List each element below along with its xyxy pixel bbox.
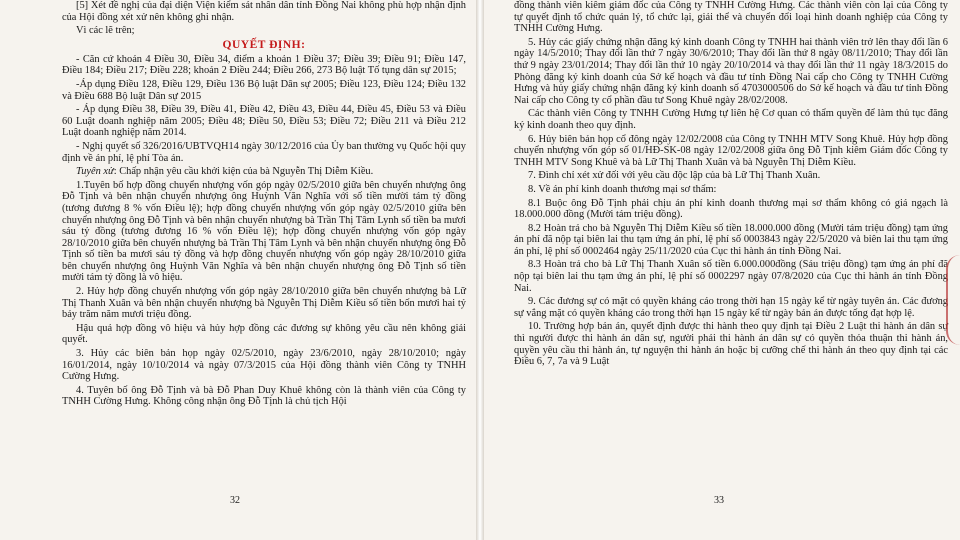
right-page	[484, 0, 960, 540]
tuyen-xu-rest: : Chấp nhận yêu cầu khởi kiện của bà Nguyễn Thị Diễm Kiều.	[113, 166, 374, 178]
ruling-note: Hậu quả hợp đồng vô hiệu và hủy hợp đồng các đương sự không yêu cầu nên không giải quyết.	[62, 322, 466, 346]
left-page	[0, 0, 476, 540]
page-number-right: 33	[714, 495, 724, 506]
ruling-note: Các thành viên Công ty TNHH Cường Hưng tự liên hệ Cơ quan có thẩm quyền để làm thủ tục đăng ký kinh doanh theo quy định.	[514, 108, 948, 131]
ruling-item-9: 9. Các đương sự có mặt có quyền kháng cáo trong thời hạn 15 ngày kể từ ngày tuyên án. Các đương sự vắng mặt có quyền kháng cáo trong thời hạn 15 ngày kể từ ngày bản án được tống đạt hợp lệ.	[514, 296, 948, 319]
ruling-item-10: 10. Trường hợp bản án, quyết định được thi hành theo quy định tại Điều 2 Luật thi hành án dân sự thì người được thi hành án dân sự, người phải thi hành án dân sự có quyền thỏa thuận thi hành án, quyền yêu cầu thi hành án, tự nguyện thi hành án hoặc bị cưỡng chế thi hành án theo quy định tại các Điều 6, 7, 7a và 9 Luật	[514, 321, 948, 368]
legal-basis-item: - Áp dụng Điều 38, Điều 39, Điều 41, Điều 42, Điều 43, Điều 44, Điều 45, Điều 53 và Điều 60 Luật doanh nghiệp năm 2005; Điều 48; Điều 50, Điều 53; Điều 72; Điều 211 và Điều 212 Luật doanh nghiệp năm 2014.	[62, 104, 466, 139]
ruling-item-4: 4. Tuyên bố ông Đỗ Tịnh và bà Đỗ Phan Duy Khuê không còn là thành viên của Công ty TNHH Cường Hưng. Không công nhận ông Đỗ Tịnh là chủ tịch Hội	[62, 384, 466, 408]
ruling-item-1: 1.Tuyên bố hợp đồng chuyển nhượng vốn góp ngày 02/5/2010 giữa bên chuyển nhượng ông Đỗ Tịnh và bên nhận chuyển nhượng ông Huỳnh Văn Nghĩa với số tiền mười tám tỷ đồng (tương đương 8 % vốn Điều lệ); hợp đồng chuyển nhượng vốn góp ngày 02/5/2010 giữa bên chuyển nhượng ông Đỗ Tịnh và bên nhận chuyển nhượng bà Trần Thị Tâm Lynh số tiền ba mươi sáu tỷ đồng (tương đương 16 % vốn Điều lệ); hợp đồng chuyển nhượng vốn góp ngày 28/10/2010 giữa bên chuyển nhượng bà Trần Thị Tâm Lynh và bên nhận chuyển nhượng ông Đỗ Tịnh số tiền ba mươi sáu tỷ đồng và hợp đồng chuyển nhượng vốn góp ngày 28/10/2010 giữa bên chuyển nhượng ông Huỳnh Văn Nghĩa và bên nhận chuyển nhượng ông Đỗ Tịnh số tiền mười tám tỷ đồng là vô hiệu.	[62, 179, 466, 284]
ruling-item-3: 3. Hủy các biên bản họp ngày 02/5/2010, ngày 23/6/2010, ngày 28/10/2010; ngày 16/01/2014, ngày 10/10/2014 và ngày 07/3/2015 của Hội đồng thành viên Công ty TNHH Cường Hưng.	[62, 348, 466, 383]
decision-heading: QUYẾT ĐỊNH:	[222, 38, 306, 51]
paragraph-continued: đồng thành viên kiêm giám đốc của Công ty TNHH Cường Hưng. Các thành viên còn lại của Công ty tự quyết định tổ chức quản lý, tổ chức lại, giải thể và chuyển đổi loại hình doanh nghiệp của Công ty TNHH Cường Hưng.	[514, 0, 948, 35]
legal-basis-item: -Áp dụng Điều 128, Điều 129, Điều 136 Bộ luật Dân sự 2005; Điều 123, Điều 124; Điều 132 và Điều 688 Bộ luật Dân sự 2015	[62, 78, 466, 102]
seal-stamp-edge	[946, 255, 960, 345]
legal-basis-item: - Căn cứ khoản 4 Điều 30, Điều 34, điểm a khoản 1 Điều 37; Điều 39; Điều 91; Điều 147, Điều 184; Điều 217; Điều 228; khoản 2 Điều 244; Điều 266, 273 Bộ luật Tố tụng dân sự 2015;	[62, 53, 466, 77]
ruling-item-8-2: 8.2 Hoàn trả cho bà Nguyễn Thị Diễm Kiều số tiền 18.000.000 đồng (Mười tám triệu đồng) tạm ứng án phí đã nộp tại biên lai thu tạm ứng án phí, lệ phí số 0003843 ngày 22/5/2020 và biên lai thu tạm ứng án phí, lệ phí số 0002464 ngày 25/11/2020 của Cục thi hành án tỉnh Đồng Nai.	[514, 222, 948, 257]
tuyen-xu-paragraph	[62, 166, 466, 178]
tuyen-xu-lead: Tuyên xử	[76, 166, 114, 178]
ruling-item-8: 8. Về án phí kinh doanh thương mại sơ thẩm:	[528, 183, 717, 195]
page-number-left: 32	[230, 495, 240, 506]
ruling-item-5: 5. Hủy các giấy chứng nhận đăng ký kinh doanh Công ty TNHH hai thành viên trở lên thay đổi lần 6 ngày 14/5/2010; Thay đổi lần thứ 7 ngày 30/6/2010; Thay đổi lần thứ 8 ngày 08/11/2010; Thay đổi lần thứ 9 ngày 23/01/2014; Thay đổi lần thứ 10 ngày 20/10/2014 và thay đổi lần thứ 11 ngày 18/3/2015 do Phòng đăng ký kinh doanh của Sở kế hoạch và đầu tư tỉnh Đồng Nai cấp cho Công ty TNHH Cường Hưng và hủy giấy chứng nhận đăng ký kinh doanh số 4703000506 do Sở kế hoạch và đầu tư tỉnh Đồng Nai cấp cho Công ty cổ phần đầu tư Song Khuê ngày 28/02/2008.	[514, 36, 948, 106]
paragraph-vi-cac-le: Vì các lẽ trên;	[76, 25, 135, 37]
ruling-item-2: 2. Hủy hợp đồng chuyển nhượng vốn góp ngày 28/10/2010 giữa bên chuyển nhượng bà Lữ Thị Thanh Xuân và bên nhận chuyển nhượng bà Nguyễn Thị Diễm Kiều số tiền bốn mươi hai tỷ bảy trăm năm mươi triệu đồng.	[62, 286, 466, 321]
paragraph-5: [5] Xét đề nghị của đại diện Viện kiểm sát nhân dân tỉnh Đồng Nai không phù hợp nhận định của Hội đồng xét xử nên không ghi nhận.	[62, 0, 466, 23]
ruling-item-8-3: 8.3 Hoàn trả cho bà Lữ Thị Thanh Xuân số tiền 6.000.000đồng (Sáu triệu đồng) tạm ứng án phí đã nộp tại biên lai thu tạm ứng án phí, lệ phí số 0002297 ngày 07/8/2020 của Cục thi hành án tỉnh Đồng Nai.	[514, 259, 948, 294]
ruling-item-6: 6. Hủy biên bản họp cổ đông ngày 12/02/2008 của Công ty TNHH MTV Song Khuê. Hủy hợp đồng chuyển nhượng vốn góp số 01/HĐ-SK-08 ngày 12/02/2008 giữa ông Đỗ Tịnh kiêm Giám đốc Công ty TNHH MTV Song Khuê và bà Lữ Thị Thanh Xuân và bà Nguyễn Thị Diễm Kiều.	[514, 133, 948, 168]
ruling-item-7: 7. Đình chỉ xét xử đối với yêu cầu độc lập của bà Lữ Thị Thanh Xuân.	[528, 170, 821, 182]
legal-basis-item: - Nghị quyết số 326/2016/UBTVQH14 ngày 30/12/2016 của Ủy ban thường vụ Quốc hội quy định về án phí, lệ phí Tòa án.	[62, 140, 466, 164]
book-gutter	[476, 0, 484, 540]
ruling-item-8-1: 8.1 Buộc ông Đỗ Tịnh phải chịu án phí kinh doanh thương mại sơ thẩm không có giá ngạch là 18.000.000 đồng (Mười tám triệu đồng).	[514, 197, 948, 221]
